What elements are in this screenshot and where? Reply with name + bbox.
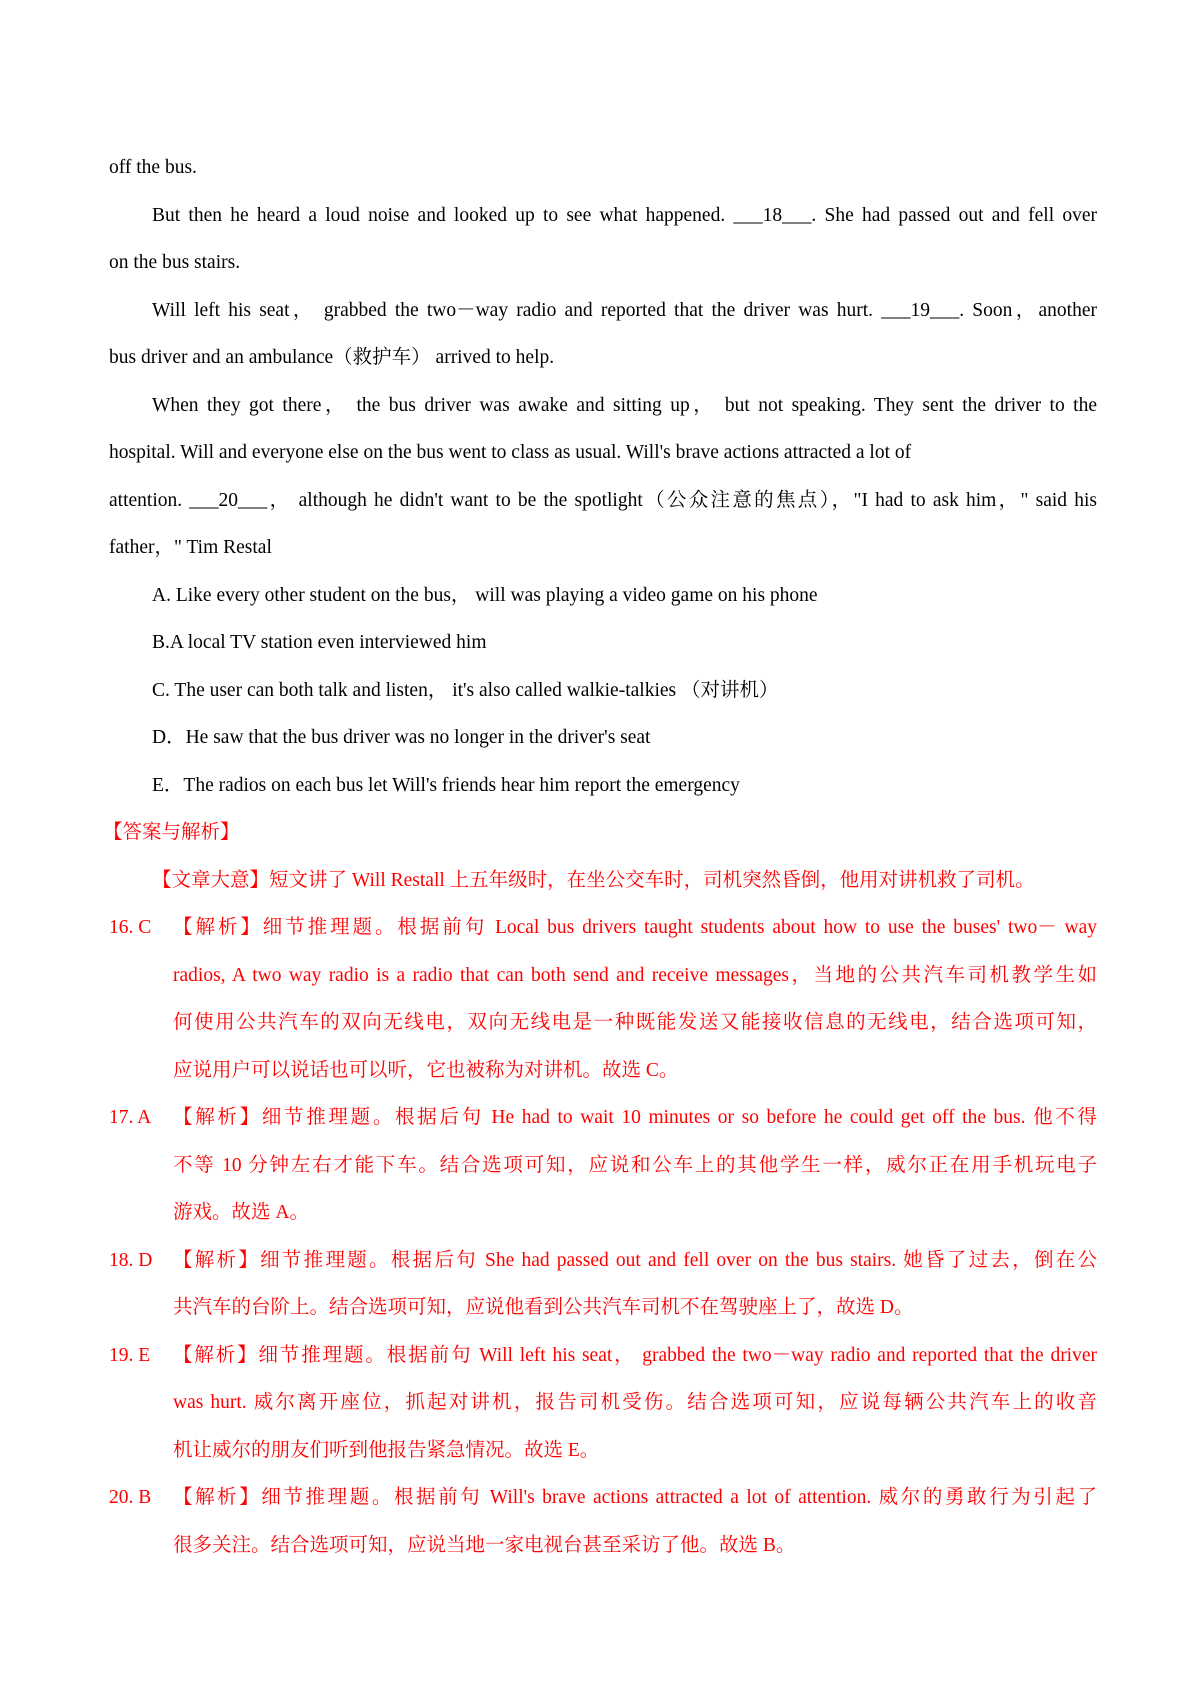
explanation-line: 游戏。故选 A。: [173, 1202, 309, 1223]
option-d: D．He saw that the bus driver was no longer in the driver's seat: [152, 727, 651, 748]
answer-item-20: [109, 1478, 1097, 1573]
explanation-line: 很多关注。结合选项可知，应说当地一家电视台甚至采访了他。故选 B。: [173, 1534, 796, 1556]
explanation-line: 【解析】细节推理题。根据前句 Will's brave actions attracted a lot of attention. 威尔的勇敢行为引起了: [173, 1487, 1097, 1508]
passage-line: When they got there， the bus driver was awake and sitting up， but not speaking. They sent the driver to the: [152, 394, 1097, 416]
passage-line: off the bus.: [109, 157, 197, 178]
passage-line: hospital. Will and everyone else on the bus went to class as usual. Will's brave actions attracted a lot of: [109, 442, 912, 463]
answer-explanation: [173, 908, 1097, 1098]
explanation-line: 【解析】细节推理题。根据后句 He had to wait 10 minutes or so before he could get off the bus. 他不得: [173, 1107, 1097, 1128]
passage-line: bus driver and an ambulance（救护车） arrived to help.: [109, 347, 555, 368]
answer-section: [103, 813, 1097, 1573]
explanation-line: 应说用户可以说话也可以听，它也被称为对讲机。故选 C。: [173, 1059, 679, 1081]
option-c: C. The user can both talk and listen， it's also called walkie-talkies （对讲机）: [152, 679, 779, 701]
answer-number: 19. E: [109, 1344, 151, 1366]
passage-line: Will left his seat， grabbed the two－way radio and reported that the driver was hurt. ___19___. Soon，another: [152, 299, 1097, 321]
explanation-line: 【解析】细节推理题。根据后句 She had passed out and fell over on the bus stairs. 她昏了过去，倒在公: [173, 1249, 1097, 1271]
answer-number: 17. A: [109, 1107, 152, 1128]
answer-explanation: [173, 1478, 1097, 1573]
answer-explanation: [173, 1336, 1097, 1479]
option-a: A. Like every other student on the bus， will was playing a video game on his phone: [152, 584, 818, 606]
answer-explanation: [173, 1241, 1097, 1336]
explanation-line: 共汽车的台阶上。结合选项可知，应说他看到公共汽车司机不在驾驶座上了，故选 D。: [173, 1297, 914, 1318]
answer-explanation: [173, 1098, 1097, 1241]
answer-number: 16. C: [109, 917, 152, 938]
answer-item-16: [109, 908, 1097, 1098]
answer-heading: 【答案与解析】: [103, 822, 240, 843]
explanation-line: 【解析】细节推理题。根据前句 Local bus drivers taught students about how to use the buses' two－ way: [173, 917, 1097, 938]
passage-line: attention. ___20___， although he didn't want to be the spotlight（公众注意的焦点），"I had to ask him，" said his: [109, 489, 1097, 511]
page-content: [103, 148, 1097, 1573]
explanation-line: was hurt. 威尔离开座位，抓起对讲机，报告司机受伤。结合选项可知，应说每辆公共汽车上的收音: [173, 1392, 1097, 1413]
option-b: B.A local TV station even interviewed him: [152, 632, 487, 653]
answer-number: 20. B: [109, 1487, 152, 1508]
passage: [109, 148, 1097, 576]
option-e: E．The radios on each bus let Will's friends hear him report the emergency: [152, 774, 740, 796]
answer-summary: 【文章大意】短文讲了 Will Restall 上五年级时，在坐公交车时，司机突然昏倒，他用对讲机救了司机。: [152, 869, 1035, 891]
passage-line: But then he heard a loud noise and looked up to see what happened. ___18___. She had passed out and fell over: [152, 204, 1097, 226]
explanation-line: radios, A two way radio is a radio that can both send and receive messages，当地的公共汽车司机教学生如: [173, 964, 1097, 986]
answer-number: 18. D: [109, 1249, 153, 1271]
explanation-line: 何使用公共汽车的双向无线电，双向无线电是一种既能发送又能接收信息的无线电，结合选项可知，: [173, 1012, 1097, 1033]
passage-line: on the bus stairs.: [109, 252, 241, 273]
answer-item-17: [109, 1098, 1097, 1241]
explanation-line: 【解析】细节推理题。根据前句 Will left his seat， grabbed the two－way radio and reported that the driver: [173, 1344, 1097, 1366]
answer-item-19: [109, 1336, 1097, 1479]
explanation-line: 机让威尔的朋友们听到他报告紧急情况。故选 E。: [173, 1439, 600, 1461]
explanation-line: 不等 10 分钟左右才能下车。结合选项可知，应说和公车上的其他学生一样，威尔正在用手机玩电子: [173, 1154, 1097, 1176]
answer-item-18: [109, 1241, 1097, 1336]
options-list: [109, 576, 1097, 814]
passage-line: father，" Tim Restal: [109, 537, 272, 558]
